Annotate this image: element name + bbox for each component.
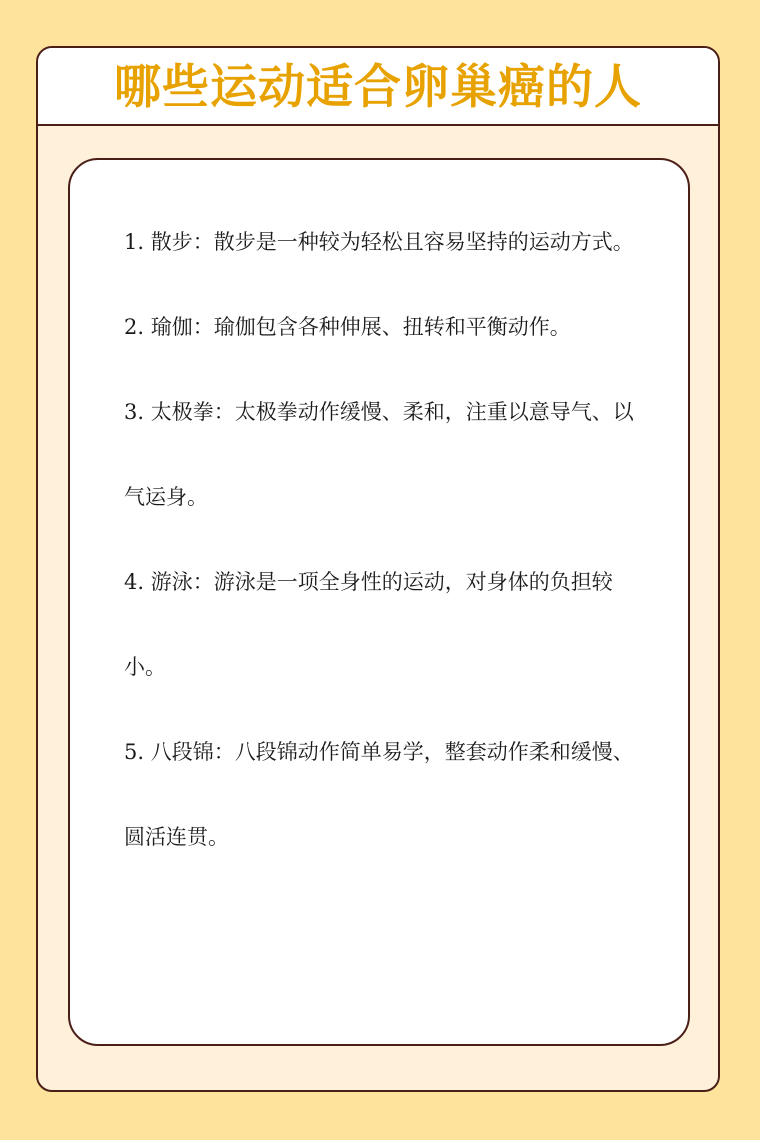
item-number: 1.	[124, 230, 151, 254]
item-text: 八段锦：八段锦动作简单易学，整套动作柔和缓慢、圆活连贯。	[124, 740, 634, 849]
item-text: 瑜伽：瑜伽包含各种伸展、扭转和平衡动作。	[150, 315, 571, 339]
item-number: 2.	[124, 315, 151, 339]
outer-card	[36, 46, 720, 1092]
item-number: 4.	[124, 570, 151, 594]
list-item	[124, 540, 640, 710]
item-text: 游泳：游泳是一项全身性的运动，对身体的负担较小。	[124, 570, 613, 679]
list-item	[124, 370, 640, 540]
item-number: 3.	[124, 400, 151, 424]
list-item	[124, 285, 640, 370]
exercise-list	[124, 200, 640, 880]
list-item	[124, 200, 640, 285]
page-title: 哪些运动适合卵巢癌的人	[114, 59, 642, 115]
item-text: 太极拳：太极拳动作缓慢、柔和，注重以意导气、以气运身。	[124, 400, 634, 509]
list-item	[124, 710, 640, 880]
header-bar	[38, 48, 718, 126]
item-number: 5.	[124, 740, 151, 764]
item-text: 散步：散步是一种较为轻松且容易坚持的运动方式。	[150, 230, 634, 254]
content-card	[68, 158, 690, 1046]
